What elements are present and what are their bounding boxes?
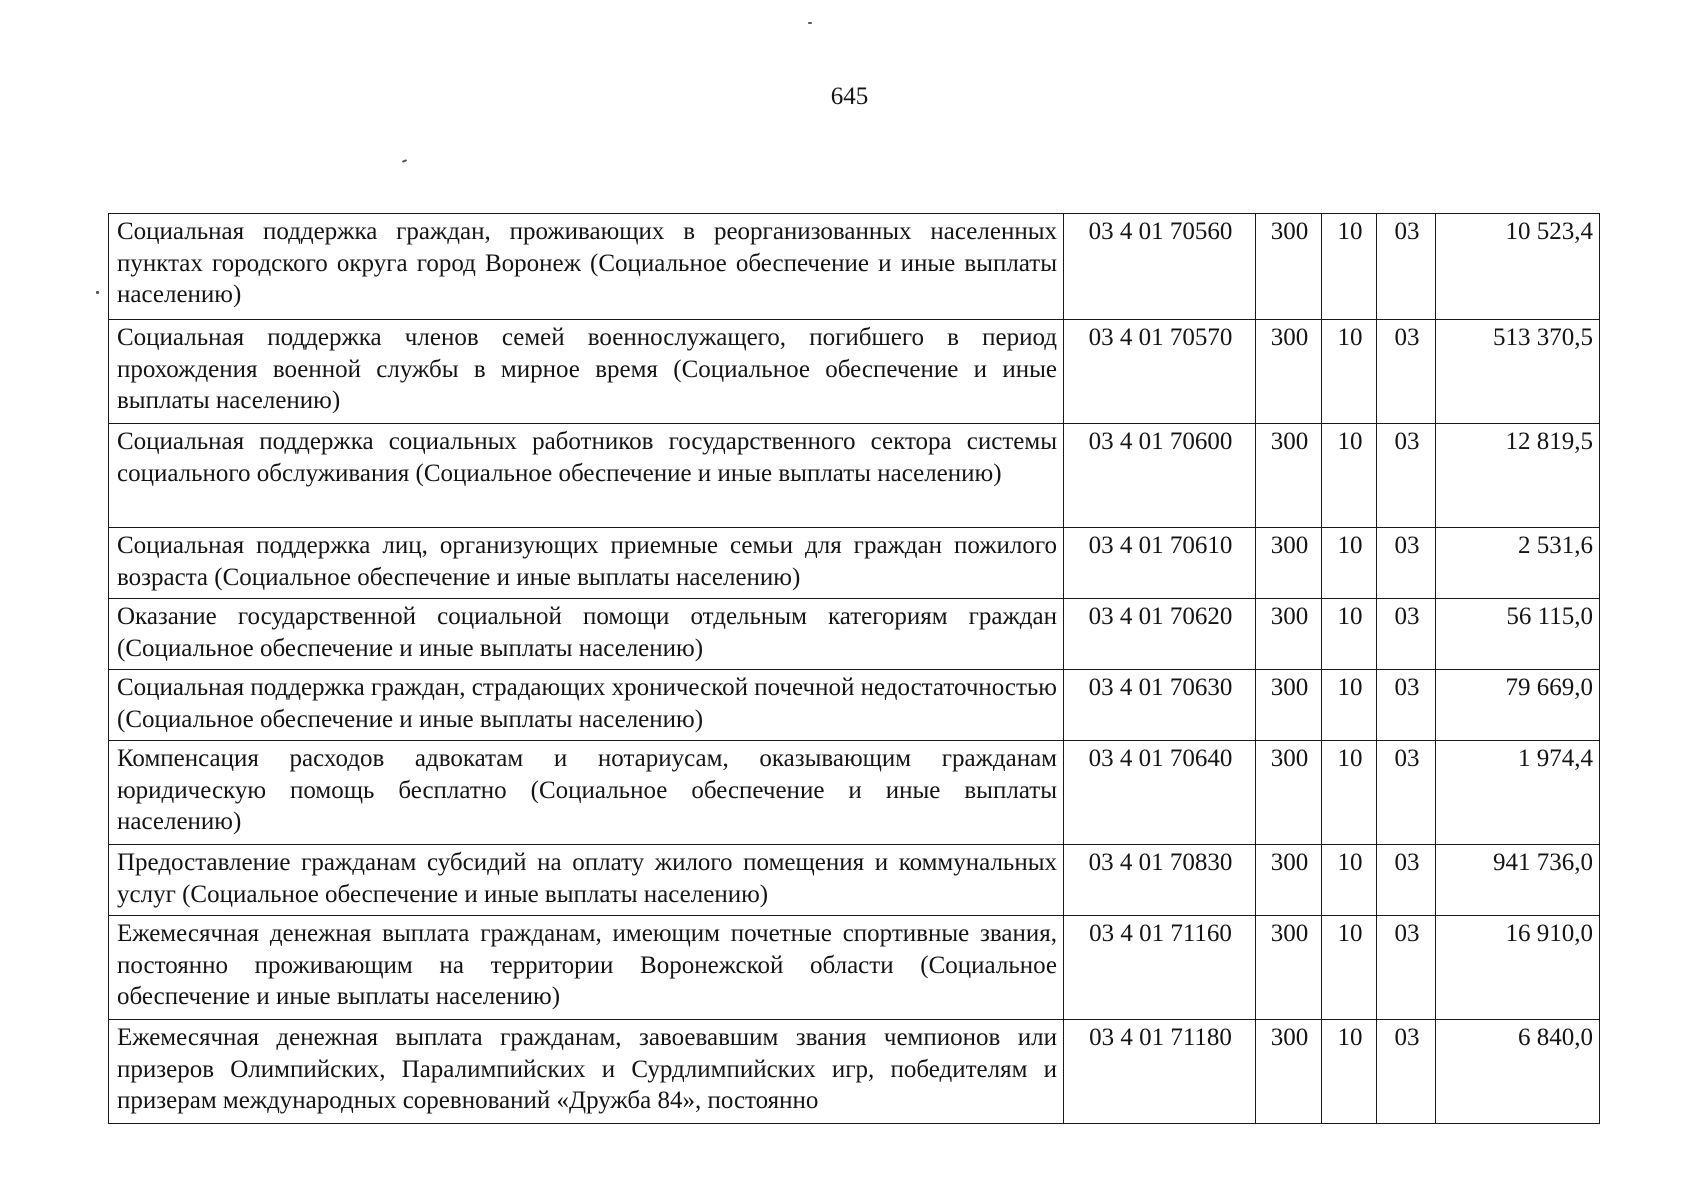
subsection-code: 03 <box>1377 528 1436 599</box>
table-row <box>109 214 1600 320</box>
scan-speck <box>808 22 812 24</box>
table-row <box>109 599 1600 670</box>
amount-value: 56 115,0 <box>1436 599 1600 670</box>
subsection-code: 03 <box>1377 741 1436 845</box>
amount-value: 79 669,0 <box>1436 670 1600 741</box>
budget-table <box>108 213 1600 1124</box>
scan-speck <box>96 291 99 294</box>
expense-type-code: 300 <box>1256 670 1322 741</box>
table-row <box>109 741 1600 845</box>
row-description: Социальная поддержка граждан, страдающих хронической почечной недостаточностью (Социальное обеспечение и иные выплаты населению) <box>109 670 1064 741</box>
target-article-code: 03 4 01 70610 <box>1064 528 1256 599</box>
row-description: Предоставление гражданам субсидий на оплату жилого помещения и коммунальных услуг (Социальное обеспечение и иные выплаты населению) <box>109 845 1064 916</box>
subsection-code: 03 <box>1377 320 1436 424</box>
target-article-code: 03 4 01 70560 <box>1064 214 1256 320</box>
target-article-code: 03 4 01 70570 <box>1064 320 1256 424</box>
subsection-code: 03 <box>1377 214 1436 320</box>
section-code: 10 <box>1322 1020 1377 1124</box>
target-article-code: 03 4 01 70600 <box>1064 424 1256 528</box>
expense-type-code: 300 <box>1256 528 1322 599</box>
budget-table-body <box>109 214 1600 1124</box>
table-row <box>109 424 1600 528</box>
expense-type-code: 300 <box>1256 1020 1322 1124</box>
table-row <box>109 670 1600 741</box>
table-row <box>109 916 1600 1020</box>
section-code: 10 <box>1322 214 1377 320</box>
target-article-code: 03 4 01 71180 <box>1064 1020 1256 1124</box>
amount-value: 6 840,0 <box>1436 1020 1600 1124</box>
amount-value: 2 531,6 <box>1436 528 1600 599</box>
section-code: 10 <box>1322 741 1377 845</box>
row-description: Оказание государственной социальной помощи отдельным категориям граждан (Социальное обеспечение и иные выплаты населению) <box>109 599 1064 670</box>
expense-type-code: 300 <box>1256 424 1322 528</box>
expense-type-code: 300 <box>1256 916 1322 1020</box>
row-description: Социальная поддержка граждан, проживающих в реорганизованных населенных пунктах городского округа город Воронеж (Социальное обеспечение и иные выплаты населению) <box>109 214 1064 320</box>
amount-value: 16 910,0 <box>1436 916 1600 1020</box>
row-description: Социальная поддержка членов семей военнослужащего, погибшего в период прохождения военной службы в мирное время (Социальное обеспечение и иные выплаты населению) <box>109 320 1064 424</box>
section-code: 10 <box>1322 528 1377 599</box>
section-code: 10 <box>1322 320 1377 424</box>
target-article-code: 03 4 01 71160 <box>1064 916 1256 1020</box>
target-article-code: 03 4 01 70630 <box>1064 670 1256 741</box>
expense-type-code: 300 <box>1256 214 1322 320</box>
subsection-code: 03 <box>1377 599 1436 670</box>
section-code: 10 <box>1322 599 1377 670</box>
section-code: 10 <box>1322 845 1377 916</box>
row-description: Ежемесячная денежная выплата гражданам, имеющим почетные спортивные звания, постоянно проживающим на территории Воронежской области (Социальное обеспечение и иные выплаты населению) <box>109 916 1064 1020</box>
table-row <box>109 528 1600 599</box>
row-description: Социальная поддержка социальных работников государственного сектора системы социального обслуживания (Социальное обеспечение и иные выплаты населению) <box>109 424 1064 528</box>
subsection-code: 03 <box>1377 845 1436 916</box>
section-code: 10 <box>1322 670 1377 741</box>
expense-type-code: 300 <box>1256 599 1322 670</box>
row-description: Ежемесячная денежная выплата гражданам, завоевавшим звания чемпионов или призеров Олимпийских, Паралимпийских и Сурдлимпийских игр, победителям и призерам международных соревнований «Дружба 84», постоянно <box>109 1020 1064 1124</box>
target-article-code: 03 4 01 70640 <box>1064 741 1256 845</box>
row-description: Социальная поддержка лиц, организующих приемные семьи для граждан пожилого возраста (Социальное обеспечение и иные выплаты населению) <box>109 528 1064 599</box>
expense-type-code: 300 <box>1256 845 1322 916</box>
table-row <box>109 320 1600 424</box>
table-row <box>109 845 1600 916</box>
amount-value: 1 974,4 <box>1436 741 1600 845</box>
section-code: 10 <box>1322 424 1377 528</box>
amount-value: 10 523,4 <box>1436 214 1600 320</box>
scan-speck <box>402 159 407 163</box>
target-article-code: 03 4 01 70620 <box>1064 599 1256 670</box>
expense-type-code: 300 <box>1256 741 1322 845</box>
section-code: 10 <box>1322 916 1377 1020</box>
page-number: 645 <box>830 83 869 110</box>
target-article-code: 03 4 01 70830 <box>1064 845 1256 916</box>
subsection-code: 03 <box>1377 670 1436 741</box>
amount-value: 941 736,0 <box>1436 845 1600 916</box>
table-row <box>109 1020 1600 1124</box>
expense-type-code: 300 <box>1256 320 1322 424</box>
subsection-code: 03 <box>1377 424 1436 528</box>
amount-value: 12 819,5 <box>1436 424 1600 528</box>
subsection-code: 03 <box>1377 1020 1436 1124</box>
amount-value: 513 370,5 <box>1436 320 1600 424</box>
subsection-code: 03 <box>1377 916 1436 1020</box>
row-description: Компенсация расходов адвокатам и нотариусам, оказывающим гражданам юридическую помощь бесплатно (Социальное обеспечение и иные выплаты населению) <box>109 741 1064 845</box>
